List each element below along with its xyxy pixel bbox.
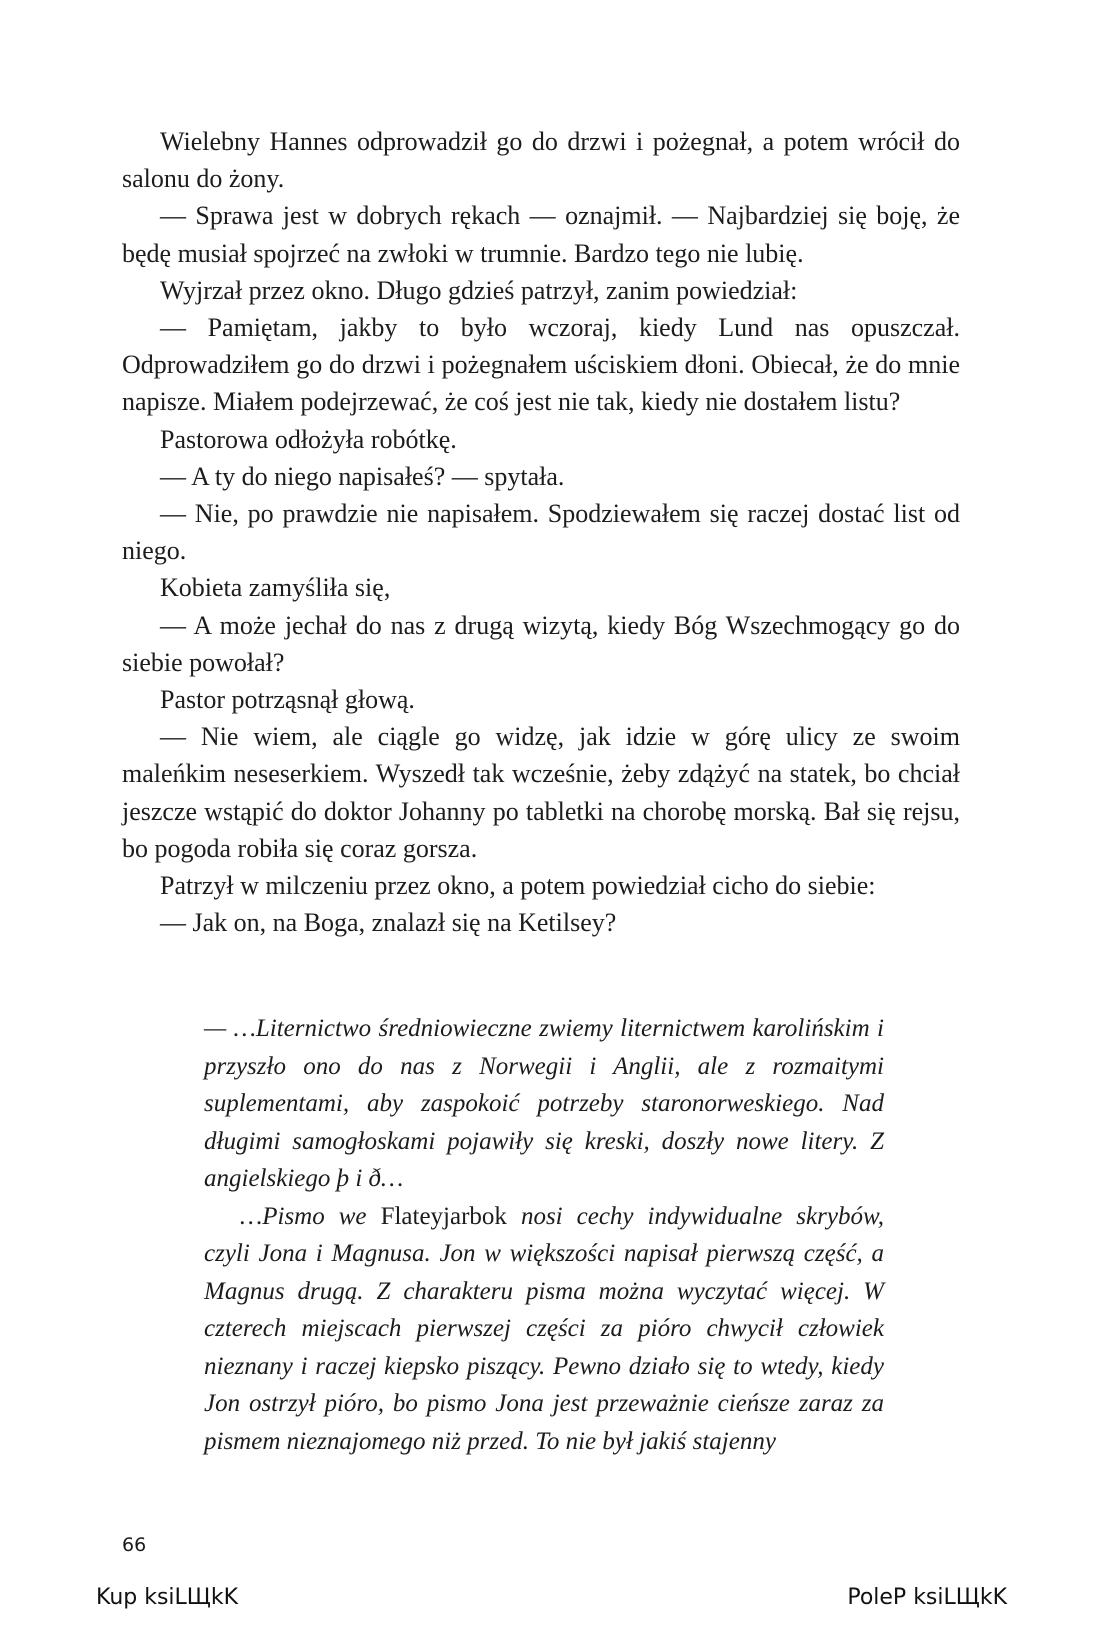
- italic-quote-block: [204, 1010, 884, 1460]
- paragraph: Wyjrzał przez okno. Długo gdzieś patrzył, zanim powiedział:: [160, 275, 798, 305]
- paragraph: Patrzył w milczeniu przez okno, a potem powiedział cicho do siebie:: [160, 871, 876, 901]
- page-number: 66: [122, 1534, 147, 1556]
- quote-paragraph-2: [204, 1198, 884, 1461]
- paragraph: — Nie, po prawdzie nie napisałem. Spodziewałem się raczej dostać list od niego.: [122, 499, 960, 566]
- quote-text-before-title: …Pismo we: [240, 1202, 381, 1230]
- paragraph: — A może jechał do nas z drugą wizytą, kiedy Bóg Wszechmogący go do siebie powołał?: [122, 610, 960, 677]
- paragraph: — Jak on, na Boga, znalazł się na Ketilsey?: [160, 908, 617, 938]
- paragraph: — Nie wiem, ale ciągle go widzę, jak idzie w górę ulicy ze swoim maleńkim neseserkiem. Wyszedł tak wcześnie, żeby zdążyć na statek, bo chciał jeszcze wstąpić do doktor Johanny po tabletki na chorobę morską. Bał się rejsu, bo pogoda robiła się coraz gorsza.: [122, 722, 960, 863]
- paragraph: — Sprawa jest w dobrych rękach — oznajmił. — Najbardziej się boję, że będę musiał spojrzeć na zwłoki w trumnie. Bardzo tego nie lubię.: [122, 201, 960, 268]
- quote-text-after-title: nosi cechy indywidualne skrybów, czyli Jona i Magnusa. Jon w większości napisał pierwszą część, a Magnus drugą. Z charakteru pisma można wyczytać więcej. W czterech miejscach pierwszej części za pióro chwycił człowiek nieznany i raczej kiepsko piszący. Pewno działo się to wtedy, kiedy Jon ostrzył pióro, bo pismo Jona jest przeważnie cieńsze zaraz za pismem nieznajomego niż przed. To nie był jakiś stajenny: [204, 1202, 885, 1455]
- paragraph: Kobieta zamyśliła się,: [160, 573, 391, 603]
- buy-book-link[interactable]: Kup ksiLЩkK: [96, 1585, 239, 1610]
- paragraph: Pastorowa odłożyła robótkę.: [160, 424, 457, 454]
- rate-book-link[interactable]: PoleP ksiLЩkK: [847, 1585, 1007, 1610]
- paragraph: Wielebny Hannes odprowadził go do drzwi i pożegnał, a potem wrócił do salonu do żony.: [122, 127, 960, 194]
- paragraph: Pastor potrząsnął głową.: [160, 685, 415, 715]
- quote-paragraph-1: — …Liternictwo średniowieczne zwiemy liternictwem karolińskim i przyszło ono do nas z Norwegii i Anglii, ale z rozmaitymi suplementami, aby zaspokoić potrzeby staronorweskiego. Nad długimi samogłoskami pojawiły się kreski, doszły nowe litery. Z angielskiego þ i ð…: [204, 1015, 884, 1192]
- manuscript-title: Flateyjarbok: [380, 1202, 507, 1230]
- paragraph: — A ty do niego napisałeś? — spytała.: [160, 461, 565, 491]
- main-text-block: [122, 123, 960, 941]
- paragraph: — Pamiętam, jakby to było wczoraj, kiedy Lund nas opuszczał. Odprowadziłem go do drzwi i pożegnałem uściskiem dłoni. Obiecał, że do mnie napisze. Miałem podejrzewać, że coś jest nie tak, kiedy nie dostałem listu?: [122, 313, 960, 417]
